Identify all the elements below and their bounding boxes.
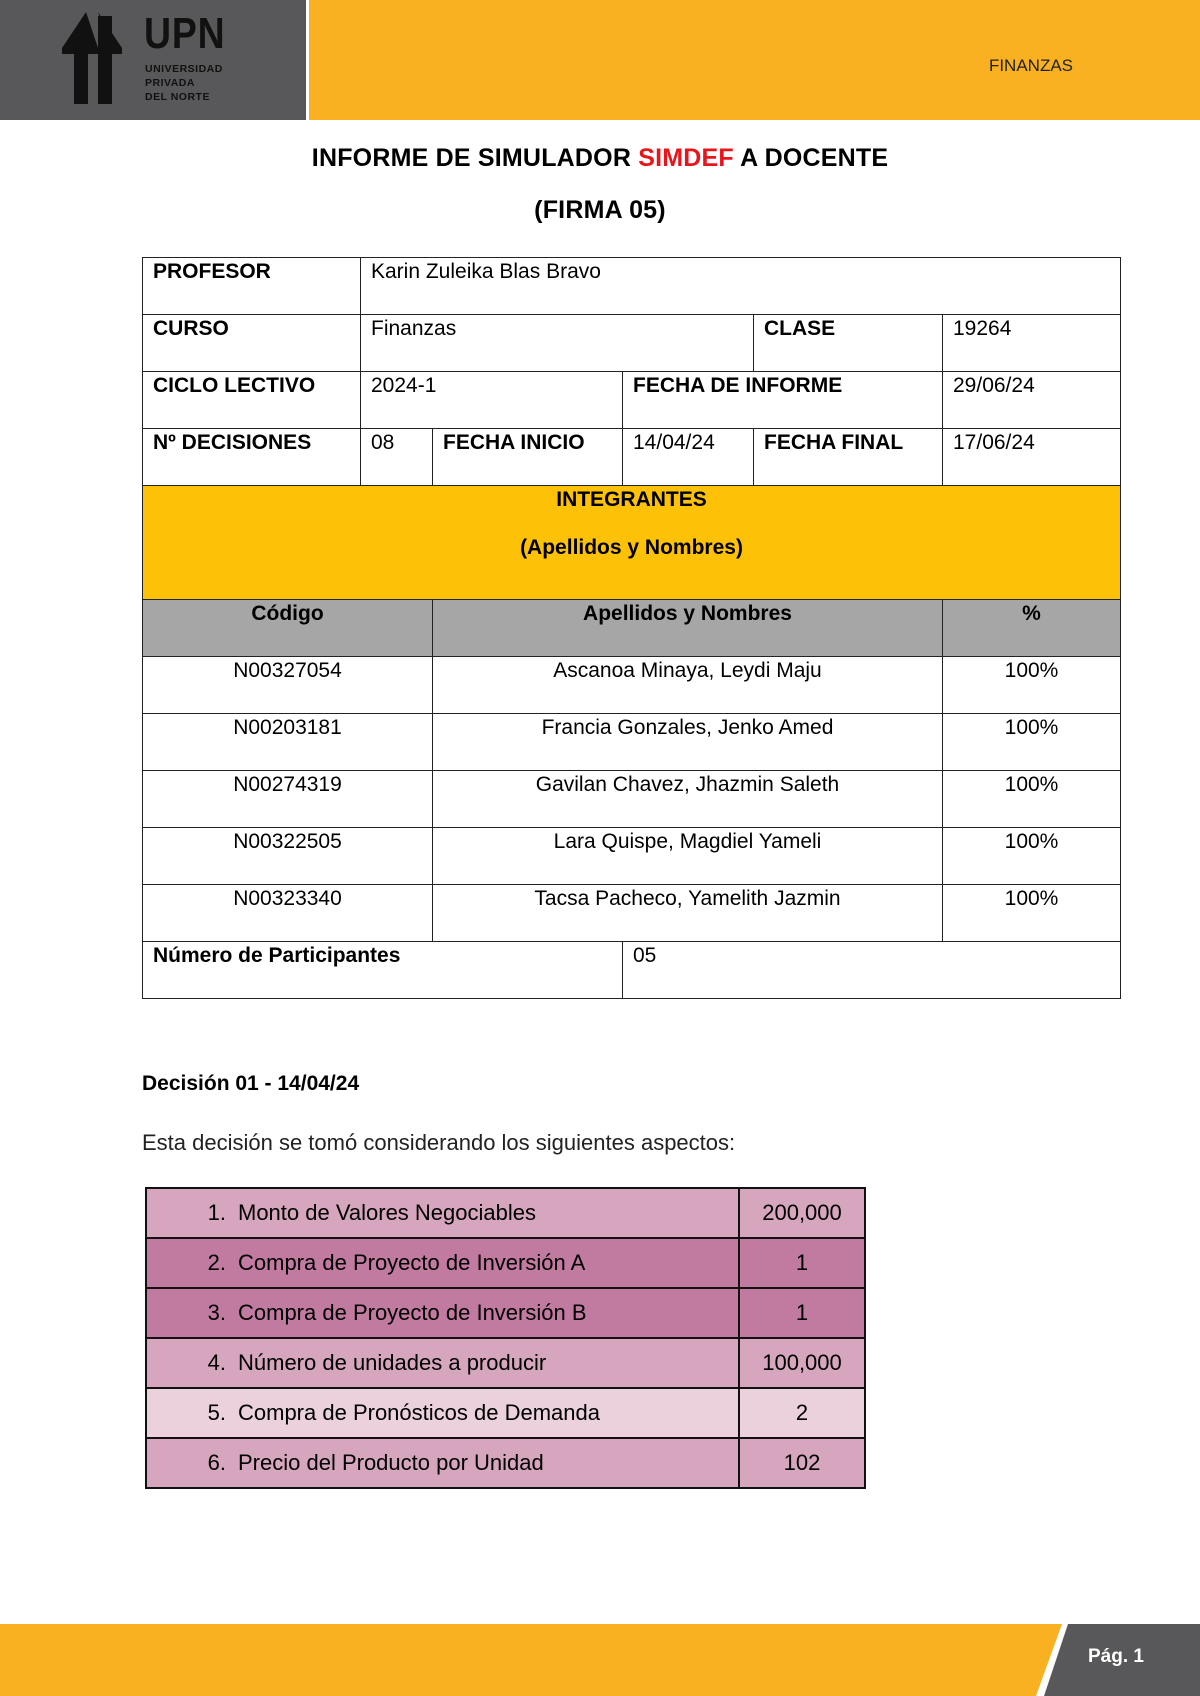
clase-value: 19264 — [943, 315, 1121, 372]
fecha-final-label: FECHA FINAL — [754, 429, 943, 486]
curso-value: Finanzas — [361, 315, 754, 372]
ciclo-label: CICLO LECTIVO — [143, 372, 361, 429]
list-item: 5. Compra de Pronósticos de Demanda 2 — [146, 1388, 865, 1438]
decision-intro: Esta decisión se tomó considerando los siguientes aspectos: — [142, 1130, 736, 1155]
table-row: N00274319 Gavilan Chavez, Jhazmin Saleth 100% — [143, 771, 1121, 828]
list-item: 2. Compra de Proyecto de Inversión A 1 — [146, 1238, 865, 1288]
decision-aspects-table — [145, 1187, 866, 1489]
table-row: N00322505 Lara Quispe, Magdiel Yameli 100% — [143, 828, 1121, 885]
list-item: 1. Monto de Valores Negociables 200,000 — [146, 1188, 865, 1238]
logo-word: UPN — [144, 9, 226, 58]
info-table — [142, 257, 1121, 999]
decision-title: Decisión 01 - 14/04/24 — [142, 1072, 360, 1095]
decisiones-value: 08 — [361, 429, 433, 486]
table-row: N00203181 Francia Gonzales, Jenko Amed 100% — [143, 714, 1121, 771]
footer-band — [0, 1624, 1200, 1696]
fecha-informe-value: 29/06/24 — [943, 372, 1121, 429]
participantes-value: 05 — [623, 942, 1121, 999]
table-row: N00323340 Tacsa Pacheco, Yamelith Jazmin 100% — [143, 885, 1121, 942]
table-row: N00327054 Ascanoa Minaya, Leydi Maju 100% — [143, 657, 1121, 714]
col-nombres: Apellidos y Nombres — [433, 600, 943, 657]
clase-label: CLASE — [754, 315, 943, 372]
participantes-label: Número de Participantes — [143, 942, 623, 999]
logo-subtitle: UNIVERSIDAD PRIVADA DEL NORTE — [145, 63, 223, 103]
page-number: Pág. 1 — [1088, 1646, 1144, 1667]
fecha-informe-label: FECHA DE INFORME — [623, 372, 943, 429]
integrantes-subtitle: (Apellidos y Nombres) — [520, 536, 743, 559]
fecha-inicio-label: FECHA INICIO — [433, 429, 623, 486]
col-codigo: Código — [143, 600, 433, 657]
header-section-label: FINANZAS — [988, 56, 1073, 75]
upn-arrow-icon — [62, 12, 142, 104]
profesor-value: Karin Zuleika Blas Bravo — [361, 258, 1121, 315]
fecha-inicio-value: 14/04/24 — [623, 429, 754, 486]
logo — [0, 0, 309, 120]
ciclo-value: 2024-1 — [361, 372, 623, 429]
decisiones-label: Nº DECISIONES — [143, 429, 361, 486]
profesor-label: PROFESOR — [143, 258, 361, 315]
list-item: 4. Número de unidades a producir 100,000 — [146, 1338, 865, 1388]
page-subtitle: (FIRMA 05) — [534, 196, 666, 224]
page-title: INFORME DE SIMULADOR SIMDEF A DOCENTE — [311, 144, 889, 172]
list-item: 3. Compra de Proyecto de Inversión B 1 — [146, 1288, 865, 1338]
curso-label: CURSO — [143, 315, 361, 372]
fecha-final-value: 17/06/24 — [943, 429, 1121, 486]
list-item: 6. Precio del Producto por Unidad 102 — [146, 1438, 865, 1488]
integrantes-title: INTEGRANTES — [556, 488, 707, 511]
integrantes-header — [143, 486, 1121, 600]
title-highlight: SIMDEF — [638, 144, 734, 172]
col-pct: % — [943, 600, 1121, 657]
